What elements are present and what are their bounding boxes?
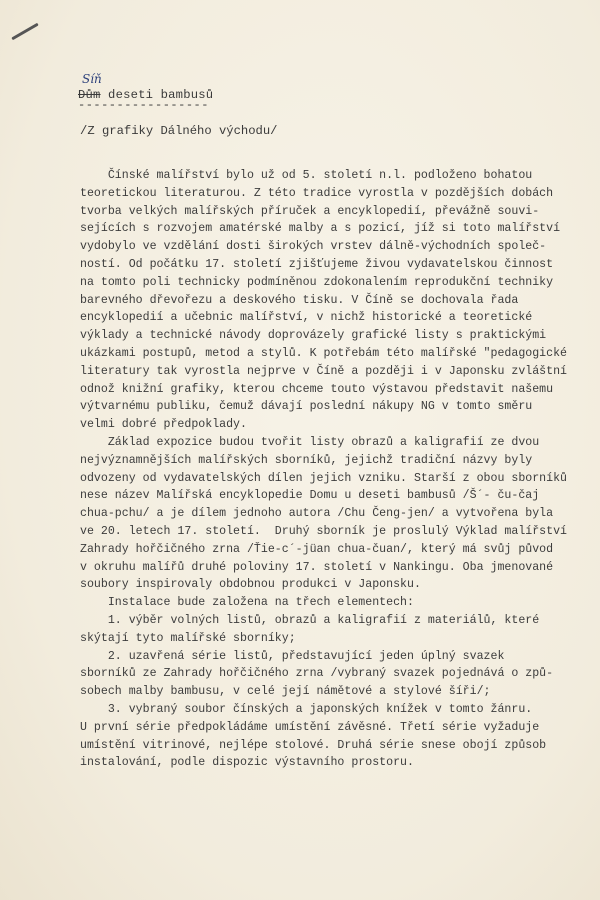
text-line: sobech malby bambusu, v celé její námětové a stylové šíři/; — [80, 685, 491, 699]
text-line: vydobylo ve vzdělání dosti širokých vrstev dálně-východních společ- — [80, 240, 547, 254]
text-line: 3. vybraný soubor čínských a japonských knížek v tomto žánru. — [80, 702, 533, 716]
text-line: Zahrady hořčičného zrna /Ťie-c´-jüan chua-čuan/, který má svůj původ — [80, 542, 554, 556]
text-line: ností. Od počátku 17. století zjišťujeme živou vydavatelskou činnost — [80, 257, 554, 271]
title-underline: ----------------- — [78, 98, 209, 112]
page-subtitle: /Z grafiky Dálného východu/ — [80, 124, 278, 138]
text-line: velmi dobré předpoklady. — [80, 418, 247, 432]
text-line: soubory inspirovaly obdobnou produkci v Japonsku. — [80, 578, 421, 592]
text-line: instalování, podle dispozic výstavního prostoru. — [80, 756, 414, 770]
text-line: ukázkami postupů, metod a stylů. K potřebám této malířské "pedagogické — [80, 346, 568, 360]
text-line: tvorba velkých malířských příruček a encyklopedií, převážně souvi- — [80, 204, 540, 218]
text-line: encyklopedií a učebnic malířství, v nichž historické a teoretické — [80, 311, 533, 325]
text-line: 1. výběr volných listů, obrazů a kaligrafií z materiálů, které — [80, 613, 540, 627]
text-line: ve 20. letech 17. století. Druhý sborník je proslulý Výklad malířství — [80, 524, 568, 538]
text-line: nejvýznamnějších malířských sborníků, jejichž tradiční názvy byly — [80, 453, 533, 467]
handwritten-correction: Síň — [82, 72, 102, 86]
title-text: deseti bambusů — [100, 88, 214, 102]
staple-mark — [11, 23, 38, 41]
text-line: na tomto poli technicky podmíněnou zdokonalením reprodukční techniky — [80, 275, 554, 289]
text-line: odvozeny od vydavatelských dílen jejich vzniku. Starší z obou sborníků — [80, 471, 568, 485]
text-line: barevného dřevořezu a deskového tisku. V Číně se dochovala řada — [80, 293, 519, 307]
text-line: skýtají tyto malířské sborníky; — [80, 631, 296, 645]
text-line: sejících s rozvojem amatérské malby a s pozicí, jíž si toto malířství — [80, 222, 561, 236]
body-text — [80, 167, 600, 772]
text-line: Instalace bude založena na třech elementech: — [80, 596, 414, 610]
title-block — [78, 72, 558, 112]
text-line: v okruhu malířů druhé poloviny 17. století v Nankingu. Oba jmenované — [80, 560, 554, 574]
text-line: teoretickou literaturou. Z této tradice vyrostla v pozdějších dobách — [80, 186, 554, 200]
text-line: umístění vitrinové, nejlépe stolové. Druhá série snese obojí způsob — [80, 738, 547, 752]
text-line: výklady a technické návody doprovázely grafické listy s praktickými — [80, 329, 547, 343]
text-line: sborníků ze Zahrady hořčičného zrna /vybraný svazek pojednává o způ- — [80, 667, 554, 681]
text-line: odnož knižní grafiky, kterou chceme touto výstavou představit našemu — [80, 382, 554, 396]
title-struck-word: Dům — [78, 88, 101, 102]
text-line: nese název Malířská encyklopedie Domu u deseti bambusů /Š´- ču-čaj — [80, 489, 540, 503]
text-line: 2. uzavřená série listů, představující jeden úplný svazek — [80, 649, 505, 663]
text-line: výtvarnému publiku, čemuž dávají poslední nákupy NG v tomto směru — [80, 400, 533, 414]
text-line: U první série předpokládáme umístění závěsné. Třetí série vyžaduje — [80, 720, 540, 734]
text-line: chua-pchu/ a je dílem jednoho autora /Chu Čeng-jen/ a vytvořena byla — [80, 507, 554, 521]
text-line: Základ expozice budou tvořit listy obrazů a kaligrafií ze dvou — [80, 435, 540, 449]
text-line: literatury tak vyrostla nejprve v Číně a později i v Japonsku zvláštní — [80, 364, 568, 378]
text-line: Čínské malířství bylo už od 5. století n.l. podloženo bohatou — [80, 169, 533, 182]
